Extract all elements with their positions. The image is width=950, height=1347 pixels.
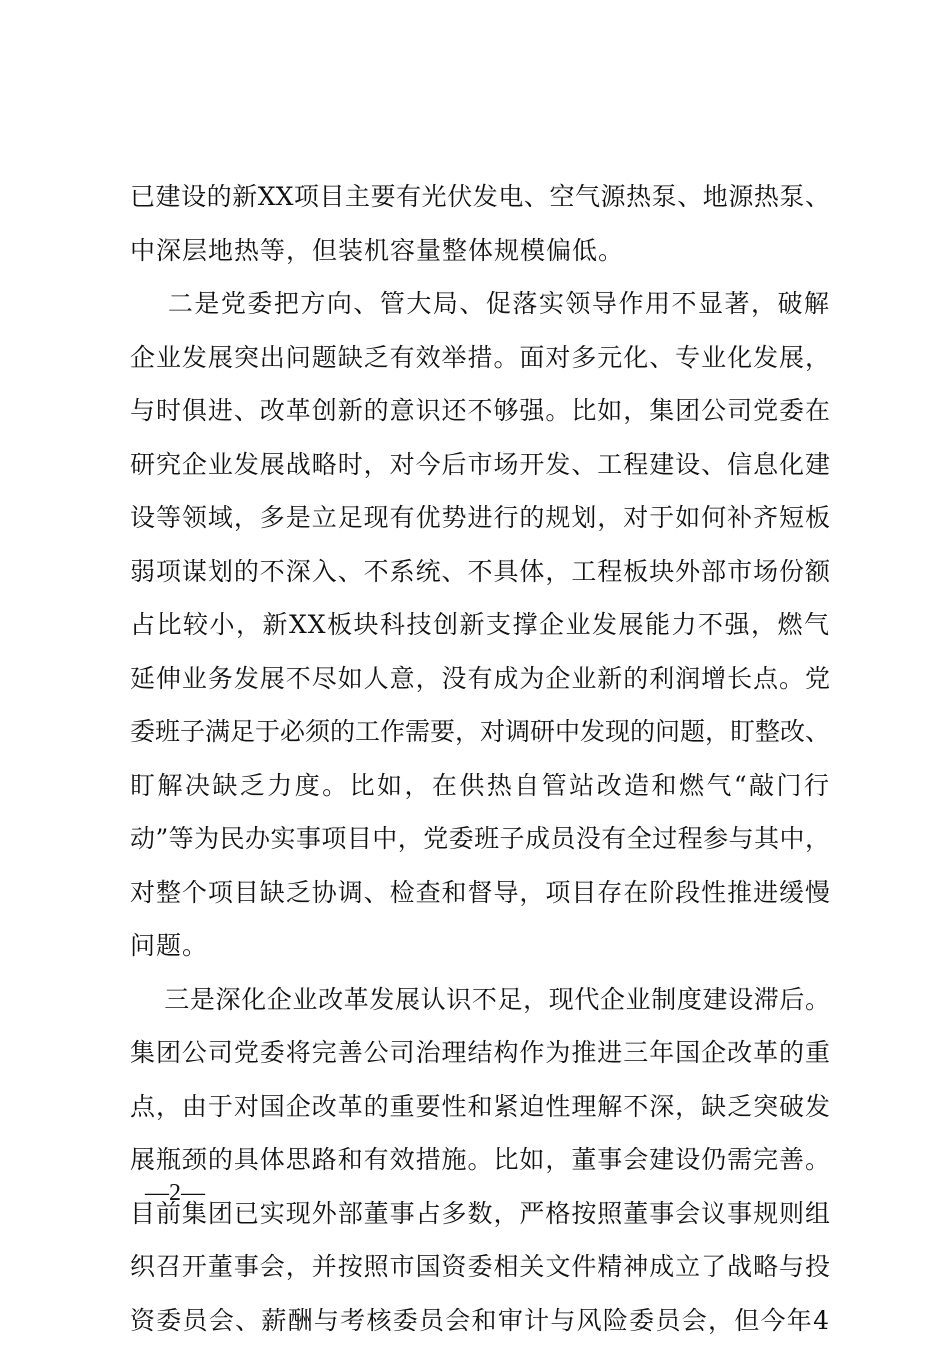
text-line: 动”等为民办实事项目中，党委班子成员没有全过程参与其中， [130, 812, 830, 866]
text-line: 盯解决缺乏力度。比如，在供热自管站改造和燃气“敲门行 [130, 759, 830, 813]
text-line: 设等领域，多是立足现有优势进行的规划，对于如何补齐短板 [130, 491, 830, 545]
text-line: 已建设的新XX项目主要有光伏发电、空气源热泵、地源热泵、 [130, 170, 830, 224]
paragraph-start-line: 二是党委把方向、管大局、促落实领导作用不显著，破解 [130, 277, 830, 331]
text-line: 与时俱进、改革创新的意识还不够强。比如，集团公司党委在 [130, 384, 830, 438]
page-number: —2— [145, 1176, 205, 1210]
text-line: 点，由于对国企改革的重要性和紧迫性理解不深，缺乏突破发 [130, 1080, 830, 1134]
text-line: 企业发展突出问题缺乏有效举措。面对多元化、专业化发展， [130, 331, 830, 385]
text-line: 展瓶颈的具体思路和有效措施。比如，董事会建设仍需完善。 [130, 1133, 830, 1187]
text-line: 研究企业发展战略时，对今后市场开发、工程建设、信息化建 [130, 438, 830, 492]
text-line: 对整个项目缺乏协调、检查和督导，项目存在阶段性推进缓慢 [130, 866, 830, 920]
text-line: 集团公司党委将完善公司治理结构作为推进三年国企改革的重 [130, 1026, 830, 1080]
text-line: 占比较小，新XX板块科技创新支撑企业发展能力不强，燃气 [130, 598, 830, 652]
text-line: 延伸业务发展不尽如人意，没有成为企业新的利润增长点。党 [130, 652, 830, 706]
text-line: 资委员会、薪酬与考核委员会和审计与风险委员会，但今年4 [130, 1294, 830, 1347]
text-line: 织召开董事会，并按照市国资委相关文件精神成立了战略与投 [130, 1240, 830, 1294]
text-line: 弱项谋划的不深入、不系统、不具体，工程板块外部市场份额 [130, 545, 830, 599]
body-text [130, 170, 830, 1347]
text-line: 目前集团已实现外部董事占多数，严格按照董事会议事规则组 [130, 1187, 830, 1241]
paragraph-start-line: 三是深化企业改革发展认识不足，现代企业制度建设滞后。 [130, 973, 830, 1027]
text-line: 问题。 [130, 919, 830, 973]
text-line: 委班子满足于必须的工作需要，对调研中发现的问题，盯整改、 [130, 705, 830, 759]
text-line: 中深层地热等，但装机容量整体规模偏低。 [130, 224, 830, 278]
